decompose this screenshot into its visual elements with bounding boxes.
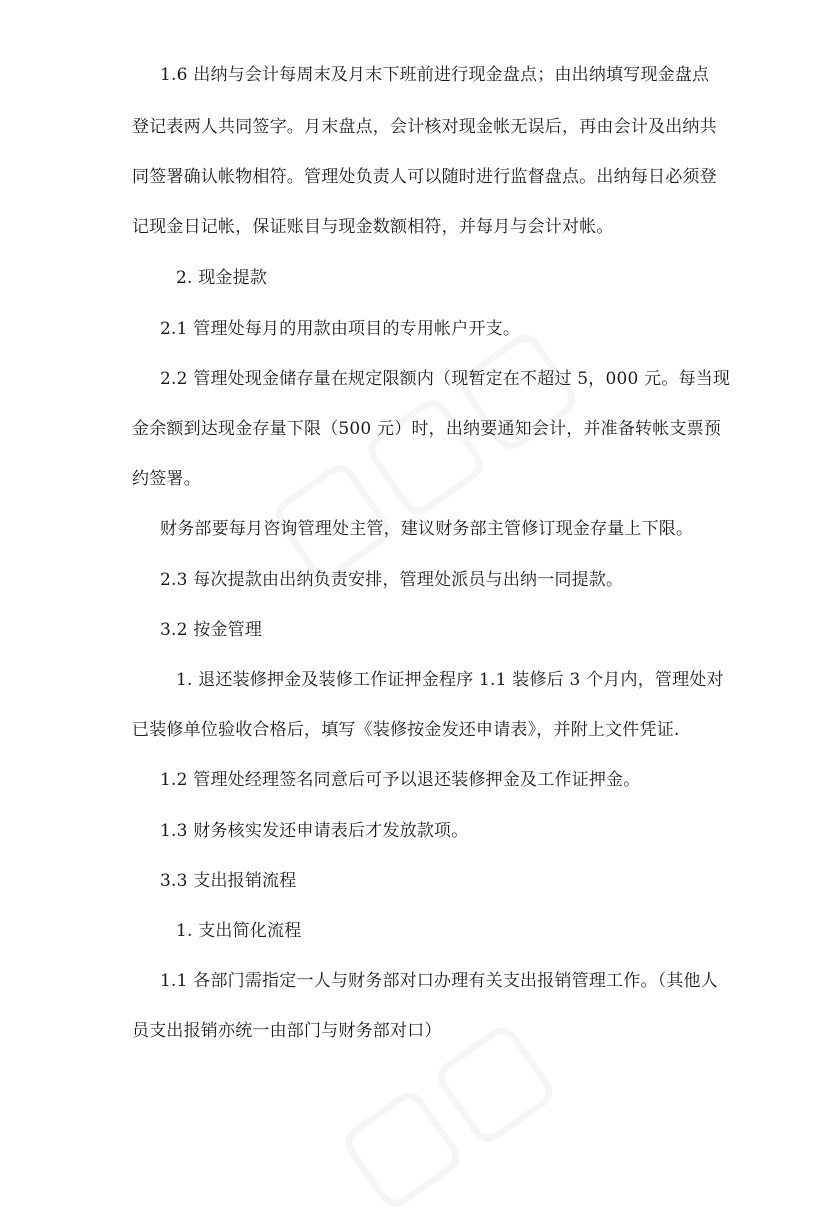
paragraph-line: 2.2 管理处现金储存量在规定限额内（现暂定在不超过 5，000 元。每当现: [160, 369, 731, 389]
section-heading: 3.3 支出报销流程: [160, 871, 297, 891]
paragraph-line: 同签署确认帐物相符。管理处负责人可以随时进行监督盘点。出纳每日必须登: [132, 167, 717, 187]
section-heading: 1. 支出简化流程: [176, 921, 302, 941]
watermark: [241, 295, 599, 604]
paragraph-line: 已装修单位验收合格后，填写《装修按金发还申请表》，并附上文件凭证.: [132, 720, 680, 740]
paragraph-line: 约签署。: [132, 469, 201, 489]
paragraph-line: 登记表两人共同签字。月末盘点，会计核对现金帐无误后，再由会计及出纳共: [132, 117, 717, 137]
paragraph-line: 员支出报销亦统一由部门与财务部对口）: [132, 1021, 442, 1041]
paragraph-line: 财务部要每月咨询管理处主管，建议财务部主管修订现金存量上下限。: [160, 519, 694, 539]
paragraph-line: 2.3 每次提款由出纳负责安排，管理处派员与出纳一同提款。: [160, 570, 624, 590]
paragraph-line: 1. 退还装修押金及装修工作证押金程序 1.1 装修后 3 个月内，管理处对: [176, 670, 724, 690]
paragraph-line: 1.3 财务核实发还申请表后才发放款项。: [160, 821, 469, 841]
paragraph-line: 2.1 管理处每月的用款由项目的专用帐户开支。: [160, 319, 521, 339]
paragraph-line: 1.6 出纳与会计每周末及月末下班前进行现金盘点；由出纳填写现金盘点: [160, 65, 710, 85]
paragraph-line: 金余额到达现金存量下限（500 元）时，出纳要通知会计，并准备转帐支票预: [132, 419, 722, 439]
paragraph-line: 记现金日记帐，保证账目与现金数额相符，并每月与会计对帐。: [132, 217, 614, 237]
section-heading: 3.2 按金管理: [160, 620, 263, 640]
paragraph-line: 1.1 各部门需指定一人与财务部对口办理有关支出报销管理工作。（其他人: [160, 971, 718, 991]
section-heading: 2. 现金提款: [176, 268, 268, 288]
paragraph-line: 1.2 管理处经理签名同意后可予以退还装修押金及工作证押金。: [160, 770, 641, 790]
